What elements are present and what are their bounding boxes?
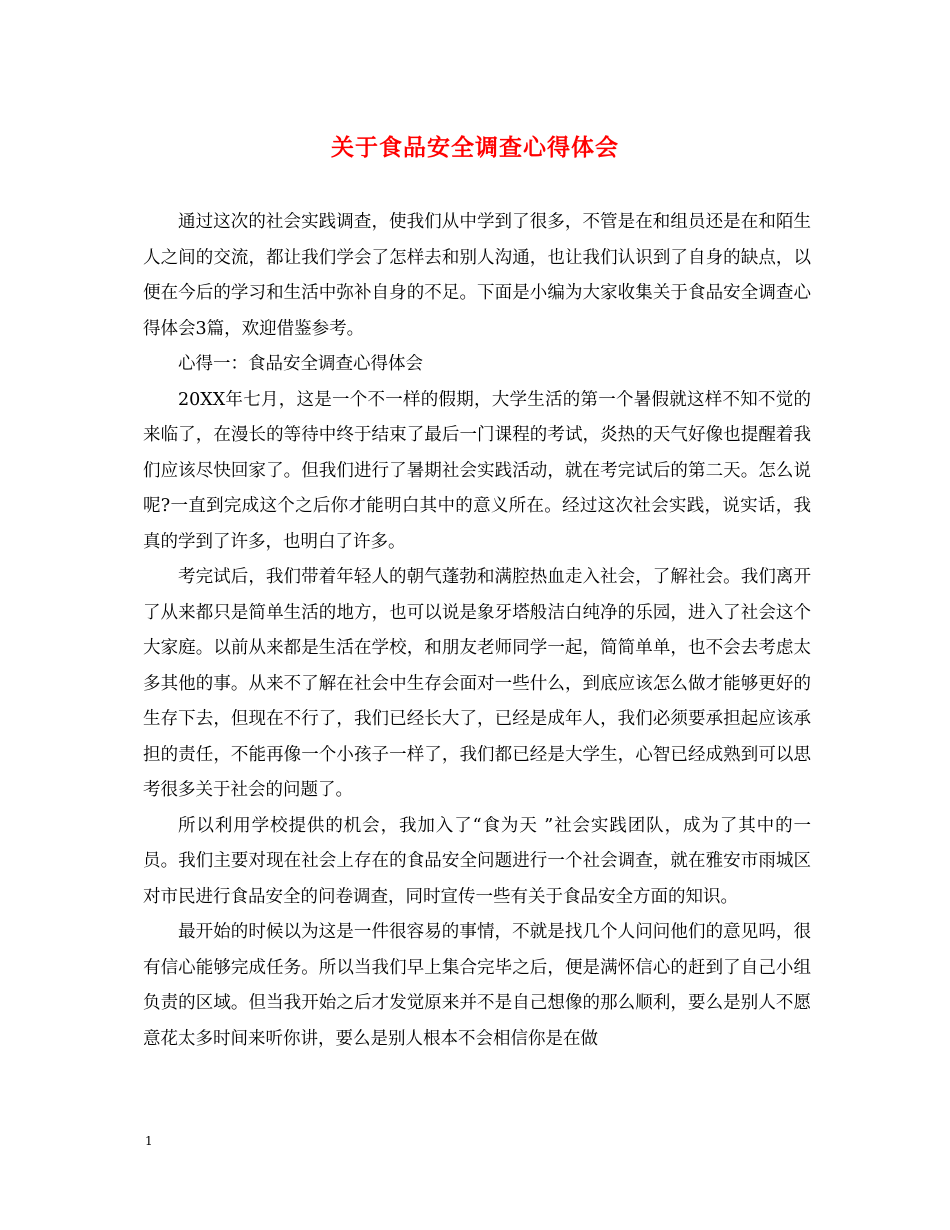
page-number: 1 xyxy=(145,1134,153,1148)
body-paragraph: 20XX年七月，这是一个不一样的假期，大学生活的第一个暑假就这样不知不觉的来临了，在漫长的等待中终于结束了最后一门课程的考试，炎热的天气好像也提醒着我们应该尽快回家了。但我们进行了暑期社会实践活动，就在考完试后的第二天。怎么说呢?一直到完成这个之后你才能明白其中的意义所在。经过这次社会实践，说实话，我真的学到了许多，也明白了许多。 xyxy=(143,389,811,552)
document-body xyxy=(143,205,811,1057)
body-paragraph: 所以利用学校提供的机会，我加入了“食为天 ”社会实践团队，成为了其中的一员。我们主要对现在社会上存在的食品安全问题进行一个社会调查，就在雅安市雨城区对市民进行食品安全的问卷调查，同时宣传一些有关于食品安全方面的知识。 xyxy=(143,815,811,907)
intro-paragraph: 通过这次的社会实践调查，使我们从中学到了很多，不管是在和组员还是在和陌生人之间的交流，都让我们学会了怎样去和别人沟通，也让我们认识到了自身的缺点，以便在今后的学习和生活中弥补自身的不足。下面是小编为大家收集关于食品安全调查心得体会3篇，欢迎借鉴参考。 xyxy=(143,212,811,339)
body-paragraph: 最开始的时候以为这是一件很容易的事情，不就是找几个人问问他们的意见吗，很有信心能够完成任务。所以当我们早上集合完毕之后，便是满怀信心的赶到了自己小组负责的区域。但当我开始之后才发觉原来并不是自己想像的那么顺利，要么是别人不愿意花太多时间来听你讲，要么是别人根本不会相信你是在做 xyxy=(143,922,811,1049)
body-paragraph: 考完试后，我们带着年轻人的朝气蓬勃和满腔热血走入社会，了解社会。我们离开了从来都只是简单生活的地方，也可以说是象牙塔般洁白纯净的乐园，进入了社会这个大家庭。以前从来都是生活在学校，和朋友老师同学一起，简简单单，也不会去考虑太多其他的事。从来不了解在社会中生存会面对一些什么，到底应该怎么做才能够更好的生存下去，但现在不行了，我们已经长大了，已经是成年人，我们必须要承担起应该承担的责任，不能再像一个小孩子一样了，我们都已经是大学生，心智已经成熟到可以思考很多关于社会的问题了。 xyxy=(143,567,811,800)
section-heading: 心得一：食品安全调查心得体会 xyxy=(178,354,423,374)
document-title: 关于食品安全调查心得体会 xyxy=(331,134,619,161)
